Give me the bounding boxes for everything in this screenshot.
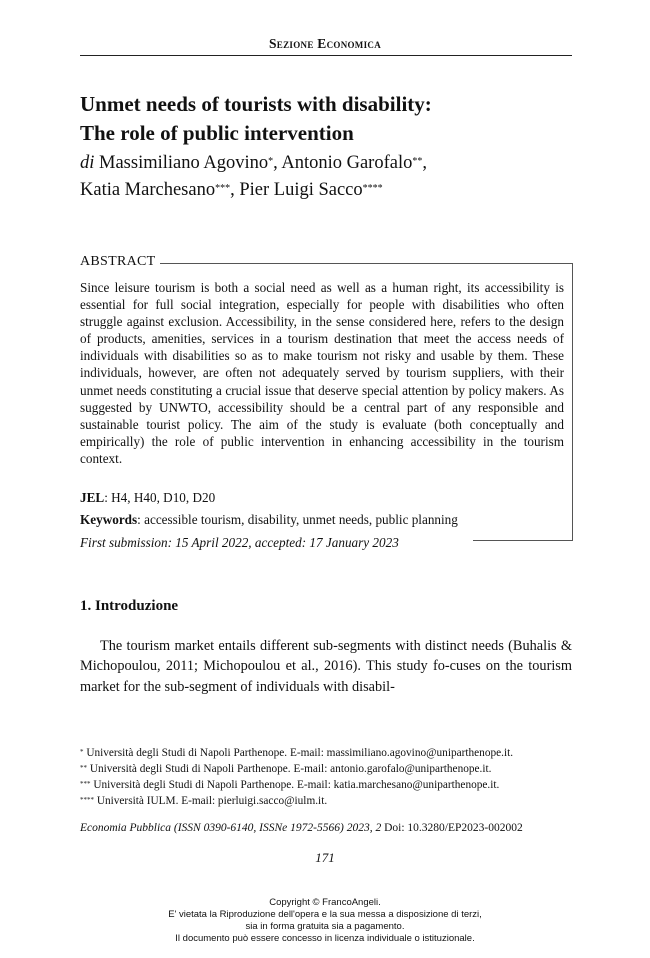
footnote-mark: * (80, 748, 84, 756)
copyright-notice (0, 897, 650, 945)
abstract-frame-bottom (473, 540, 573, 541)
keywords-value: : accessible tourism, disability, unmet needs, public planning (137, 512, 458, 527)
footnote-text: Università degli Studi di Napoli Parthenope. E-mail: katia.marchesano@uniparthenope.it. (90, 779, 500, 791)
journal-name: Economia Pubblica (ISSN 0390-6140, ISSNe 1972-5566) 2023, 2 (80, 822, 382, 834)
footnotes (80, 745, 572, 809)
abstract-frame-top (160, 263, 572, 264)
footnote-text: Università IULM. E-mail: pierluigi.sacco@iulm.it. (94, 795, 328, 807)
footnote (80, 745, 572, 761)
author-list (80, 150, 580, 204)
jel-value: : H4, H40, D10, D20 (104, 490, 216, 505)
copyright-line: sia in forma gratuita sia a pagamento. (245, 921, 405, 932)
author-mark: * (268, 156, 274, 167)
author-separator: , (230, 180, 240, 200)
author-name: Katia Marchesano (80, 180, 216, 200)
footnote-mark: *** (80, 780, 91, 788)
article-title (80, 90, 580, 148)
section-header: Sezione Economica (269, 36, 381, 51)
introduction-text (80, 636, 572, 697)
abstract-text (80, 279, 564, 467)
author-name: Pier Luigi Sacco (239, 180, 363, 200)
page-number: 171 (315, 850, 335, 865)
author-name: Antonio Garofalo (281, 153, 413, 173)
header-divider (80, 55, 572, 56)
copyright-line: Copyright © FrancoAngeli. (269, 897, 381, 908)
footnote (80, 777, 572, 793)
section-heading: 1. Introduzione (80, 598, 179, 614)
abstract-heading: ABSTRACT (80, 254, 156, 269)
abstract-frame-right (572, 263, 573, 540)
keywords-label: Keywords (80, 512, 138, 527)
author-separator: , (422, 153, 427, 173)
article-title-line-1: Unmet needs of tourists with disability: (80, 92, 432, 116)
introduction-paragraph: The tourism market entails different sub-segments with distinct needs (Buhalis & Michopoulou, 2011; Michopoulou et al., 2016). This study fo-cuses on the tourism market for the sub-segment of individuals with disabil- (80, 638, 572, 695)
author-line-2 (80, 177, 580, 204)
submission-dates: First submission: 15 April 2022, accepted: 17 January 2023 (80, 535, 399, 550)
footnote-mark: ** (80, 764, 87, 772)
journal-doi: Doi: 10.3280/EP2023-002002 (381, 822, 523, 834)
author-separator: , (273, 153, 282, 173)
jel-label: JEL (80, 490, 105, 505)
keywords (80, 511, 458, 528)
copyright-line: E' vietata la Riproduzione dell'opera e la sua messa a disposizione di terzi, (168, 909, 482, 920)
by-word: di (80, 153, 95, 173)
footnote (80, 761, 572, 777)
journal-citation (80, 822, 523, 834)
footnote (80, 793, 572, 809)
author-name: Massimiliano Agovino (99, 153, 269, 173)
article-title-line-2: The role of public intervention (80, 121, 354, 145)
author-mark: ** (412, 156, 423, 167)
copyright-line: Il documento può essere concesso in licenza individuale o istituzionale. (175, 933, 475, 944)
footnote-text: Università degli Studi di Napoli Parthenope. E-mail: antonio.garofalo@uniparthenope.it. (87, 763, 492, 775)
author-line-1 (80, 150, 580, 177)
author-mark: **** (362, 183, 383, 194)
jel-codes (80, 489, 215, 506)
footnote-text: Università degli Studi di Napoli Parthenope. E-mail: massimiliano.agovino@uniparthenope.it. (83, 747, 514, 759)
author-mark: *** (215, 183, 231, 194)
abstract-paragraph: Since leisure tourism is both a social need as well as a human right, its accessibility is essential for full social integration, especially for people with disabilities who often struggle against exclusion. Accessibility, in the sense considered here, refers to the design of products, amenities, services in a tourism destination that meet the access needs of individuals with disabilities so as to make tourism not risky and usable by them. These individuals, however, are often not adequately served by tourism suppliers, with their unmet needs constituting a crucial issue that deserve special attention by policy makers. As suggested by UNWTO, accessibility should be a central part of any responsible and sustainable tourist policy. The aim of the study is evaluate (both conceptually and empirically) the role of public intervention in enhancing accessibility in the tourism context. (80, 280, 564, 466)
footnote-mark: **** (80, 796, 94, 804)
